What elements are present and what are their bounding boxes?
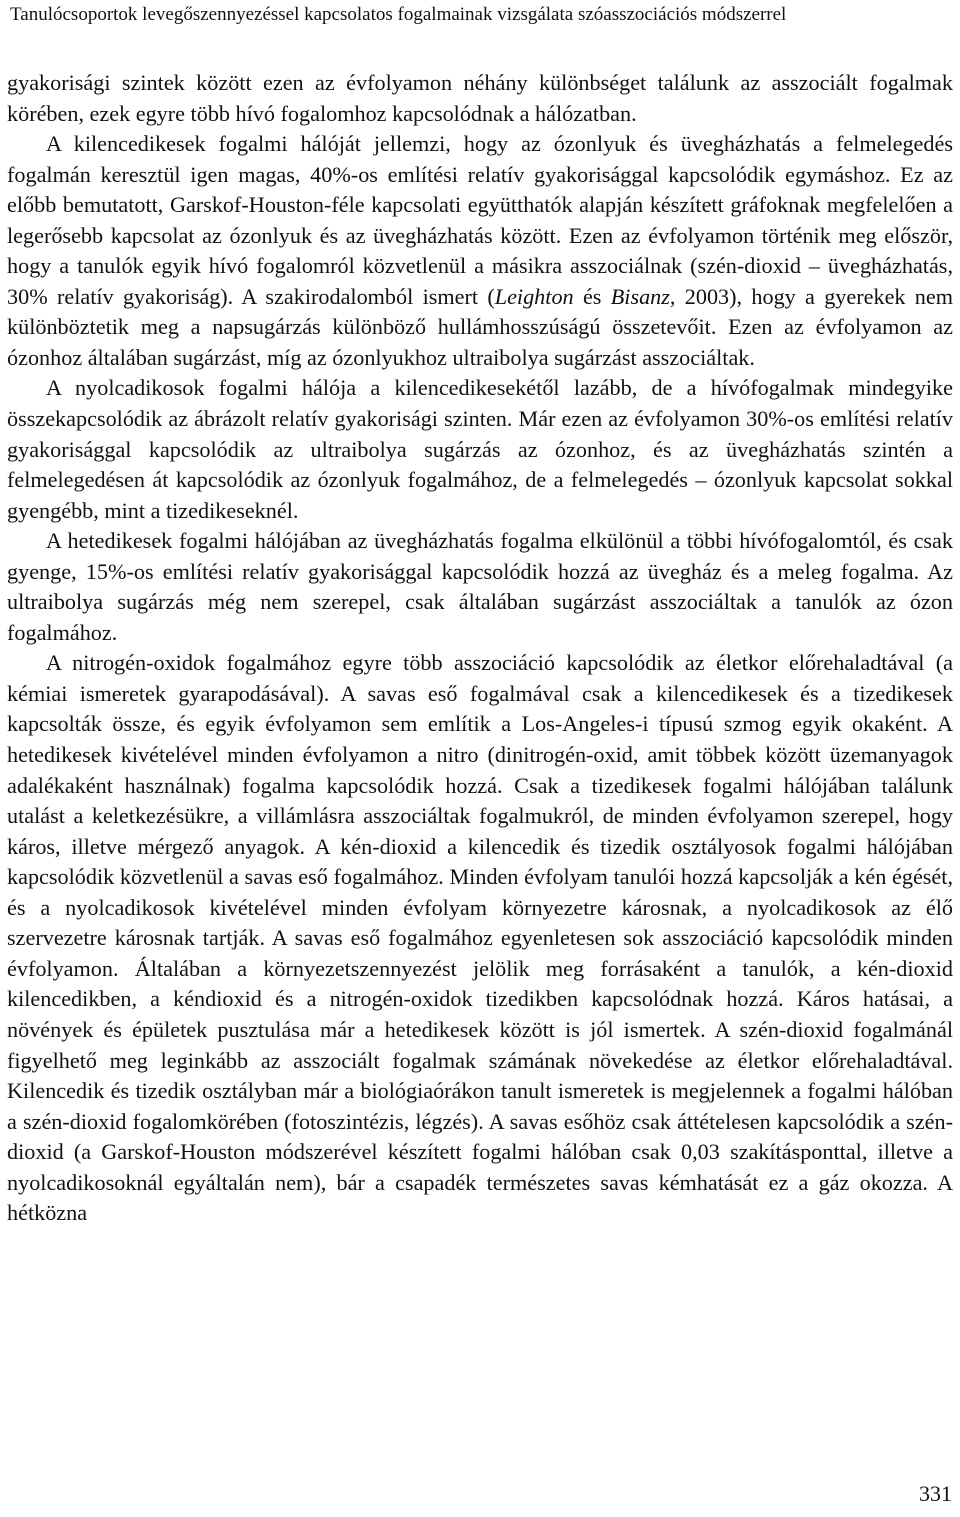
paragraph-1: gyakorisági szintek között ezen az évfolyamon néhány különbséget találunk az asszociált fogalmak körében, ezek egyre több hívó fogalomhoz kapcsolódnak a hálózatban. xyxy=(7,70,953,126)
paragraph-4: A hetedikesek fogalmi hálójában az üvegházhatás fogalma elkülönül a többi hívófogalomtól, és csak gyenge, 15%-os említési relatív gyakorisággal kapcsolódik hozzá az üvegház és a meleg fogalma. Az ultraibolya sugárzás még nem szerepel, csak általában sugárzást asszociáltak a tanulók az ózon fogalmához. xyxy=(7,528,953,645)
paragraph-2 xyxy=(7,129,953,373)
body-text xyxy=(7,68,953,1229)
paragraph-5: A nitrogén-oxidok fogalmához egyre több asszociáció kapcsolódik az életkor előrehaladtával (a kémiai ismeretek gyarapodásával). A savas eső fogalmával csak a kilencedikesek és a tizedikesek kapcsolták össze, és egyik évfolyamon sem említik a Los-Angeles-i típusú szmog egyik okaként. A hetedikesek kivételével minden évfolyamon a nitro (dinitrogén-oxid, amit többek között üzemanyagok adalékaként használnak) fogalma kapcsolódik hozzá. Csak a tizedikesek fogalmi hálójában találunk utalást a keletkezésükre, a villámlásra asszociáltak fogalmukról, de minden évfolyamon szerepel, hogy káros, illetve mérgező anyagok. A kén-dioxid a kilencedik és tizedik osztályosok fogalmi hálójában kapcsolódik közvetlenül a savas eső fogalmához. Minden évfolyam tanulói hozzá kapcsolják a kén égését, és a nyolcadikosok kivételével minden évfolyam környezetre károsnak, a nyolcadikosok az élő szervezetre károsnak tartják. A savas eső fogalmához egyenletesen sok asszociáció kapcsolódik minden évfolyamon. Általában a környezetszennyezést jelölik meg forrásaként a tanulók, a kén-dioxid kilencedikben, a kéndioxid és a nitrogén-oxidok tizedikben kapcsolódnak hozzá. Káros hatásai, a növények és épületek pusztulása már a hetedikesek között is jól ismertek. A szén-dioxid fogalmánál figyelhető meg leginkább az asszociált fogalmak számának növekedése az életkor előrehaladtával. Kilencedik és tizedik osztályban már a biológiaórákon tanult ismeretek is megjelennek a fogalmi hálóban a szén-dioxid fogalomkörében (fotoszintézis, légzés). A savas esőhöz csak áttételesen kapcsolódik a szén-dioxid (a Garskof-Houston módszerével készített fogalmi hálóban csak 0,03 szakításponttal, illetve a nyolcadikosoknál egyáltalán nem), bár a csapadék természetes savas kémhatását ez a gáz okozza. A hétközna xyxy=(7,650,953,1226)
paragraph-3: A nyolcadikosok fogalmi hálója a kilencedikesekétől lazább, de a hívófogalmak mindegyike összekapcsolódik az ábrázolt relatív gyakorisági szinten. Már ezen az évfolyamon 30%-os említési relatív gyakorisággal kapcsolódik az ultraibolya sugárzás az ózonhoz, és az üvegházhatás szintén a felmelegedésen át kapcsolódik az ózonlyuk fogalmához, de a felmelegedés – ózonlyuk kapcsolat sokkal gyengébb, mint a tizedikeseknél. xyxy=(7,375,953,523)
page-number: 331 xyxy=(919,1481,952,1506)
citation-conjunction: és xyxy=(573,283,611,309)
citation-author-bisanz: Bisanz xyxy=(610,283,670,309)
paragraph-2-part-a: A kilencedikesek fogalmi hálóját jellemzi, hogy az ózonlyuk és üvegházhatás a felmelegedés fogalmán keresztül igen magas, 40%-os említési relatív gyakorisággal kapcsolódik egymáshoz. Ez az előbb bemutatott, Garskof-Houston-féle kapcsolati együtthatók alapján készített gráfoknak megfelelően a legerősebb kapcsolat az ózonlyuk és az üvegházhatás között. Ezen az évfolyamon történik meg először, hogy a tanulók egyik hívó fogalomról közvetlenül a másikra asszociálnak (szén-dioxid – üvegházhatás, 30% relatív gyakoriság). A szakirodalomból ismert ( xyxy=(7,131,953,309)
running-header: Tanulócsoportok levegőszennyezéssel kapcsolatos fogalmainak vizsgálata szóasszociációs módszerrel xyxy=(10,4,787,25)
citation-author-leighton: Leighton xyxy=(494,283,574,309)
paragraph-2-part-b: , 2003), hogy a gyerekek nem különböztetik meg a napsugárzás különböző hullámhosszúságú összetevőit. Ezen az évfolyamon az ózonhoz általában sugárzást, míg az ózonlyukhoz ultraibolya sugárzást asszociáltak. xyxy=(7,283,954,370)
